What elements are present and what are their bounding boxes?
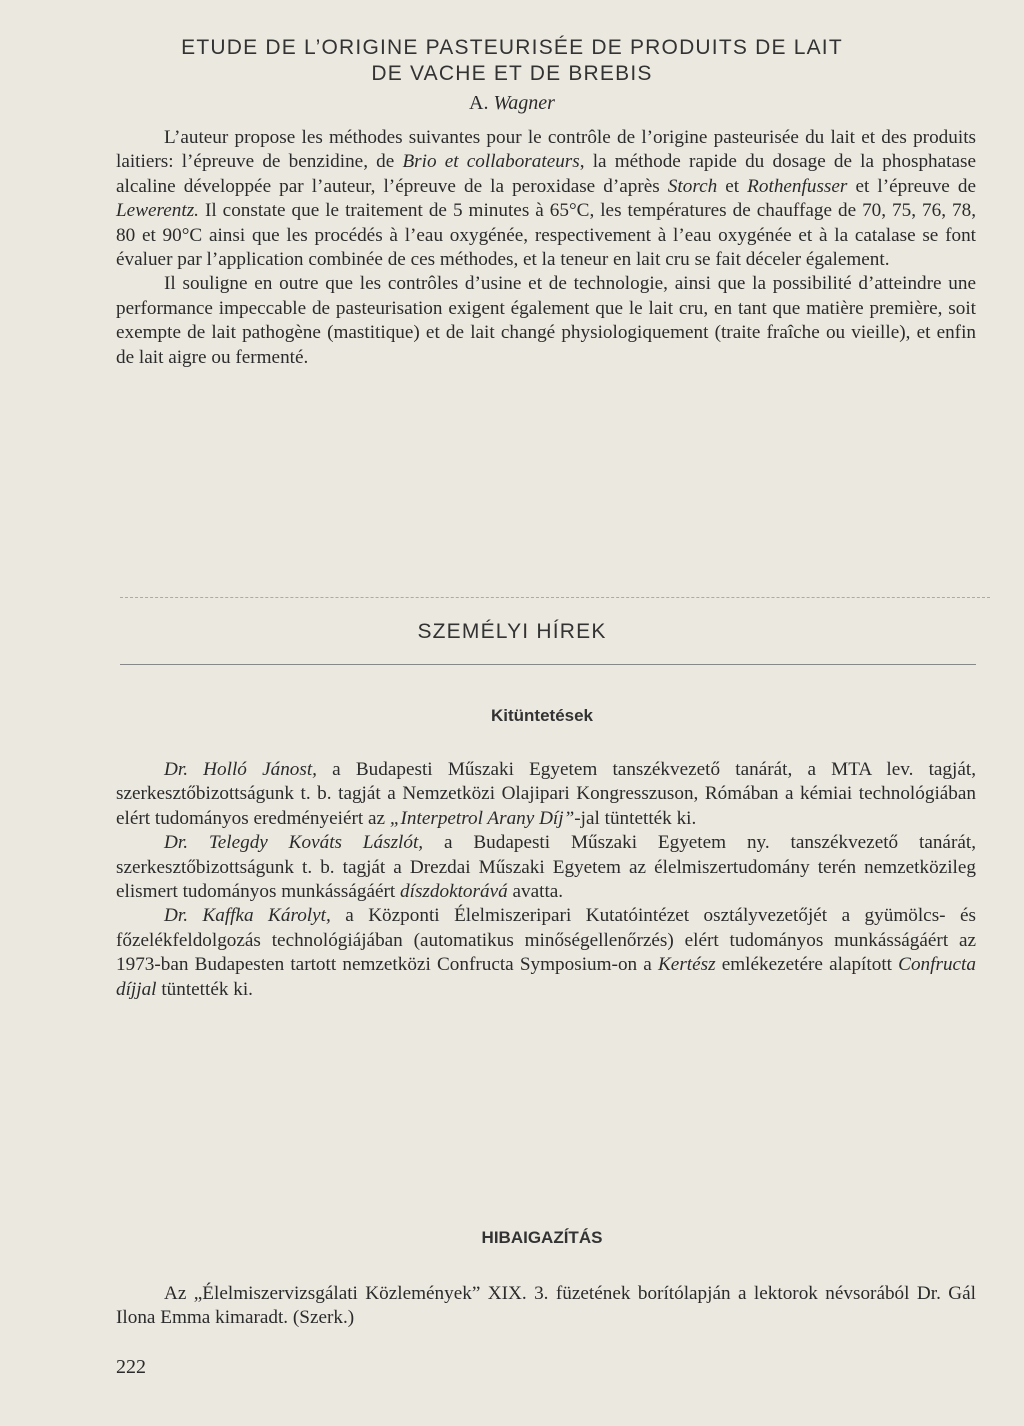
text-run: a Budapesti Műszaki Egyetem tanszékvezető tanárát, a MTA lev. tagját, szerkesztőbizottságunk t. b. tagját a Nemzetközi Olajipari Kongresszuson, Rómában a kémiai technológiában elért tudományos eredményeiért az (116, 759, 977, 829)
article-author (0, 92, 1024, 115)
section-divider-top (120, 597, 990, 598)
text-run: -jal tüntették ki. (574, 807, 697, 829)
italic-run: Dr. Telegdy Kováts Lászlót, (164, 832, 424, 854)
article-title-line-1: ETUDE DE L’ORIGINE PASTEURISÉE DE PRODUITS DE LAIT (181, 36, 843, 59)
news-paragraph-2 (116, 831, 976, 904)
text-run: et (717, 175, 748, 197)
italic-run: Lewerentz. (116, 200, 199, 222)
italic-run: Kertész (658, 954, 716, 976)
article-body (116, 126, 976, 370)
text-run: avatta. (507, 881, 564, 903)
erratum-body (116, 1282, 976, 1331)
article-paragraph-1 (116, 126, 976, 272)
personal-news-body (116, 758, 976, 1002)
italic-run: Dr. Kaffka Károlyt, (164, 905, 331, 927)
text-run: a Központi Élelmiszeripari Kutatóintézet osztályvezetőjét a gyümölcs- és főzelékfeldolgozás technológiájában (automatikus minőségellenőrzés) elért tudományos munkásságáért az 1973-ban Budapesten tartott nemzetközi Confructa Symposium-on a (116, 905, 976, 976)
text-run: a Budapesti Műszaki Egyetem ny. tanszékvezető tanárát, szerkesztőbizottságunk t. b. tagját a Drezdai Műszaki Egyetem az élelmiszertudomány terén nemzetközileg elismert tudományos munkásságáért (116, 832, 976, 903)
text-run: tüntették ki. (156, 978, 253, 1000)
erratum-title: HIBAIGAZÍTÁS (481, 1228, 603, 1247)
author-initial: A. (469, 92, 489, 114)
italic-run: Brio et collaborateurs (402, 151, 580, 173)
author-name: Wagner (493, 92, 555, 114)
erratum-paragraph: Az „Élelmiszervizsgálati Közlemények” XIX. 3. füzetének borítólapján a lektorok névsorából Dr. Gál Ilona Emma kimaradt. (Szerk.) (116, 1283, 976, 1329)
text-run: et l’épreuve de (847, 175, 976, 197)
italic-run: díszdoktorává (400, 881, 508, 903)
italic-run: „Interpetrol Arany Díj” (389, 807, 575, 829)
italic-run: Dr. Holló Jánost, (164, 759, 317, 780)
text-run: emlékezetére alapított (715, 954, 899, 976)
article-title-line-2: DE VACHE ET DE BREBIS (371, 62, 653, 85)
italic-run: Rothenfusser (747, 175, 848, 197)
news-paragraph-3 (116, 904, 976, 1002)
article-paragraph-2: Il souligne en outre que les contrôles d’usine et de technologie, ainsi que la possibilité d’atteindre une performance impeccable de pasteurisation exigent également que le lait cru, en tant que matière première, soit exempte de lait pathogène (mastitique) et de lait changé physiologiquement (traite fraîche ou vieille), et enfin de lait aigre ou fermenté. (116, 273, 976, 368)
italic-run: Confructa díjjal (116, 954, 976, 1000)
section-divider-bottom (120, 664, 976, 665)
text-run: , la méthode rapide du dosage de la phosphatase alcaline développée par l’auteur, l’épreuve de la peroxidase d’après (116, 151, 976, 197)
page-number: 222 (116, 1356, 146, 1378)
section-title: SZEMÉLYI HÍREK (417, 620, 607, 643)
news-paragraph-1 (116, 758, 976, 831)
text-run: L’auteur propose les méthodes suivantes pour le contrôle de l’origine pasteurisée du lait et des produits laitiers: l’épreuve de benzidine, de (116, 127, 976, 173)
text-run: Il constate que le traitement de 5 minutes à 65°C, les températures de chauffage de 70, 75, 76, 78, 80 et 90°C ainsi que les procédés à l’eau oxygénée, respectivement à l’eau oxygénée et à la catalase se font évaluer par l’application combinée de ces méthodes, et la teneur en lait cru se fait déceler également. (116, 200, 976, 271)
italic-run: Storch (667, 175, 718, 197)
subsection-title: Kitüntetések (490, 706, 594, 725)
